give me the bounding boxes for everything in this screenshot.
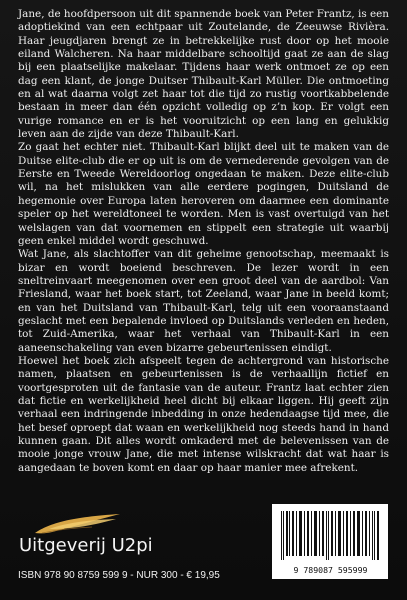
barcode-icon: [279, 511, 381, 563]
barcode: [272, 504, 388, 579]
publisher-name: Uitgeverij U2pi: [19, 535, 153, 556]
blurb-paragraph-4: Hoewel het boek zich afspeelt tegen de achtergrond van historische namen, plaatsen en gebeurtenissen is de verhaallijn fictief en voortgesproten uit de fantasie van de auteur. Frantz laat echter zien dat fictie en werkelijkheid heel dicht bij elkaar liggen. Hij geeft zijn verhaal een indringende inbedding in onze hedendaagse tijd mee, die het besef oproept dat waan en werkelijkheid nog steeds hand in hand kunnen gaan. Dit alles wordt omkaderd met de belevenissen van de mooie jonge vrouw Jane, die met intense wilskracht dat wat haar is aangedaan te boven komt en daar op haar manier mee afrekent.: [18, 354, 389, 474]
publication-info: ISBN 978 90 8759 599 9 - NUR 300 - € 19,95: [18, 570, 220, 581]
blurb-paragraph-1: Jane, de hoofdpersoon uit dit spannende boek van Peter Frantz, is een adoptiekind van een echtpaar uit Zoutelande, de Zeeuwse Rivièra. Haar jeugdjaren brengt ze in betrekkelijke rust door op het mooie eiland Walcheren. Na haar middelbare schooltijd gaat ze aan de slag bij een plaatselijke makelaar. Tijdens haar werk ontmoet ze op een dag een klant, de jonge Duitser Thibault-Karl Müller. Die ontmoeting en al wat daarna volgt zet haar tot die tijd zo rustig voortkabbelende bestaan in meer dan één opzicht volledig op z’n kop. Er volgt een vurige romance en er is het vooruitzicht op een lang en gelukkig leven aan de zijde van deze Thibault-Karl.: [18, 8, 389, 141]
barcode-number: 9 789087 595999: [293, 565, 368, 575]
publisher-logo: [18, 513, 153, 556]
blurb-paragraph-3: Wat Jane, als slachtoffer van dit geheime genootschap, meemaakt is bizar en wordt boeiend beschreven. De lezer wordt in een sneltreinvaart meegenomen over een groot deel van de aardbol: Van Friesland, waar het boek start, tot Zeeland, waar Jane in beeld komt; en van het Duitsland van Thibault-Karl, telg uit een vooraanstaand geslacht met een bepalende invloed op Duitslands verleden en heden, tot Zuid-Amerika, waar het verhaal van Thibault-Karl in een aaneenschakeling van even bizarre gebeurtenissen eindigt.: [18, 248, 389, 354]
book-blurb: [18, 8, 389, 475]
blurb-paragraph-2: Zo gaat het echter niet. Thibault-Karl blijkt deel uit te maken van de Duitse elite-club die er op uit is om de vernederende gevolgen van de Eerste en Tweede Wereldoorlog ongedaan te maken. Deze elite-club wil, na het mislukken van alle eerdere pogingen, Duitsland de hegemonie over Europa laten heroveren om daarmee een dominante speler op het wereldtoneel te worden. Men is vast overtuigd van het welslagen van dat voornemen en stippelt een strategie uit waarbij geen enkel middel wordt geschuwd.: [18, 141, 389, 247]
